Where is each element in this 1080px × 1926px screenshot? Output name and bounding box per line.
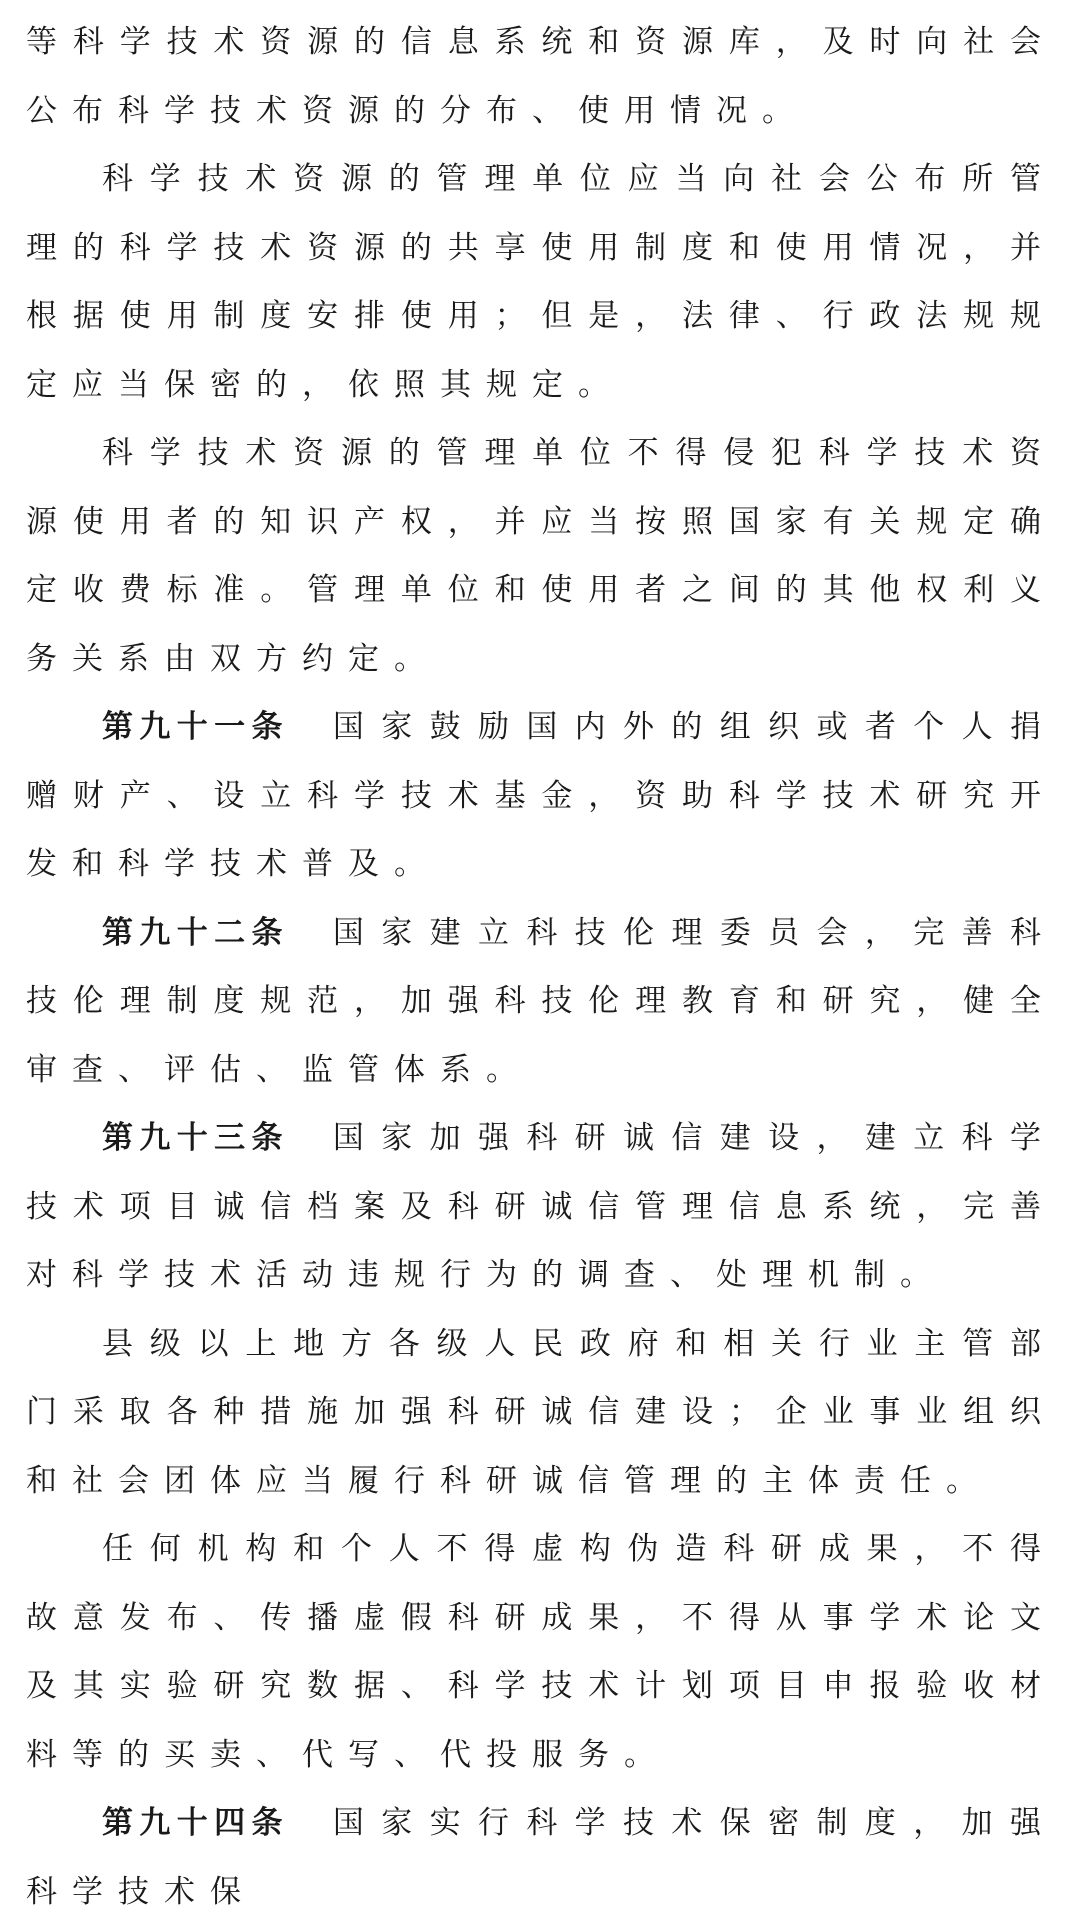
paragraph-continuation: 等科学技术资源的信息系统和资源库，及时向社会公布科学技术资源的分布、使用情况。 (26, 24, 1056, 129)
paragraph: 科学技术资源的管理单位不得侵犯科学技术资源使用者的知识产权，并应当按照国家有关规定确定收费标准。管理单位和使用者之间的其他权利义务关系由双方约定。 (26, 435, 1056, 677)
article-93 (26, 1104, 1056, 1310)
paragraph: 科学技术资源的管理单位应当向社会公布所管理的科学技术资源的共享使用制度和使用情况，并根据使用制度安排使用；但是，法律、行政法规规定应当保密的，依照其规定。 (26, 161, 1056, 403)
article-number: 第九十四条 (102, 1805, 289, 1841)
article-92 (26, 899, 1056, 1105)
article-91 (26, 693, 1056, 899)
article-text: 国家加强科研诚信建设，建立科学技术项目诚信档案及科研诚信管理信息系统，完善对科学技术活动违规行为的调查、处理机制。 (26, 1120, 1057, 1293)
article-number: 第九十二条 (102, 914, 289, 951)
article-number: 第九十三条 (102, 1120, 289, 1156)
article-text: 国家鼓励国内外的组织或者个人捐赠财产、设立科学技术基金，资助科学技术研究开发和科学技术普及。 (26, 709, 1057, 882)
article-number: 第九十一条 (102, 709, 289, 745)
article-94 (26, 1789, 1056, 1926)
document-page (26, 8, 1056, 1926)
article-text: 国家建立科技伦理委员会，完善科技伦理制度规范，加强科技伦理教育和研究，健全审查、评估、监管体系。 (26, 914, 1057, 1088)
paragraph: 县级以上地方各级人民政府和相关行业主管部门采取各种措施加强科研诚信建设；企业事业组织和社会团体应当履行科研诚信管理的主体责任。 (26, 1325, 1056, 1499)
article-text: 国家实行科学技术保密制度，加强科学技术保 (26, 1805, 1057, 1910)
paragraph: 任何机构和个人不得虚构伪造科研成果，不得故意发布、传播虚假科研成果，不得从事学术论文及其实验研究数据、科学技术计划项目申报验收材料等的买卖、代写、代投服务。 (26, 1531, 1056, 1773)
